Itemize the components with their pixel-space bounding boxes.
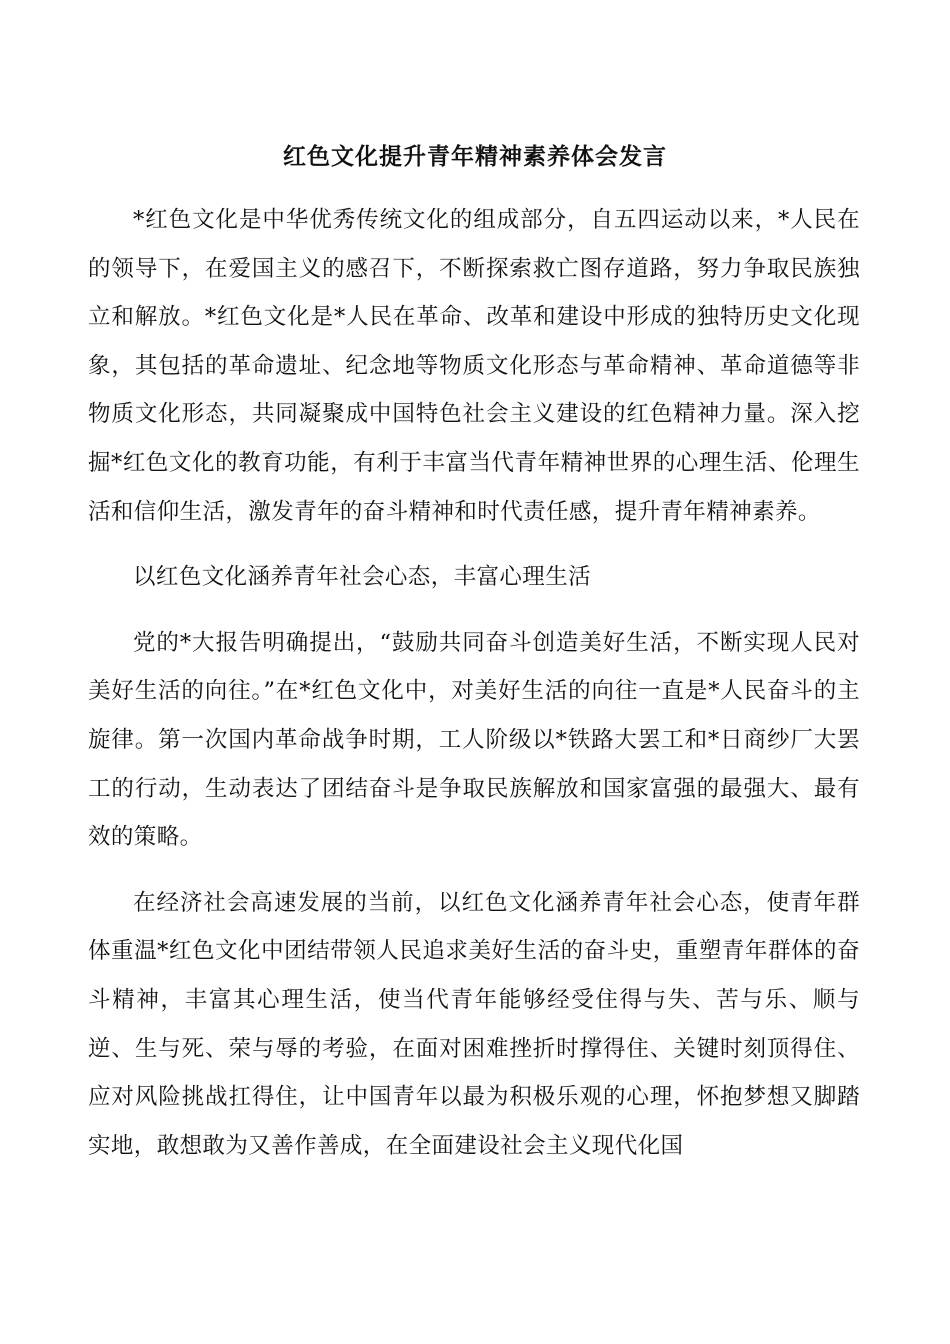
document-title: 红色文化提升青年精神素养体会发言 — [283, 143, 667, 170]
paragraph-report: 党的*大报告明确提出，“鼓励共同奋斗创造美好生活，不断实现人民对美好生活的向往。”在*红色文化中，对美好生活的向往一直是*人民奋斗的主旋律。第一次国内革命战争时期，工人阶级以*铁路大罢工和*日商纱厂大罢工的行动，生动表达了团结奋斗是争取民族解放和国家富强的最强大、最有效的策略。 — [88, 629, 860, 851]
paragraph-gap — [88, 536, 860, 553]
document-body — [88, 196, 860, 1170]
section-heading: 以红色文化涵养青年社会心态，丰富心理生活 — [133, 564, 592, 591]
paragraph-gap — [88, 602, 860, 619]
paragraph-current: 在经济社会高速发展的当前，以红色文化涵养青年社会心态，使青年群体重温*红色文化中团结带领人民追求美好生活的奋斗史，重塑青年群体的奋斗精神，丰富其心理生活，使当代青年能够经受住得与失、苦与乐、顺与逆、生与死、荣与辱的考验，在面对困难挫折时撑得住、关键时刻顶得住、应对风险挑战扛得住，让中国青年以最为积极乐观的心理，怀抱梦想又脚踏实地，敢想敢为又善作善成，在全面建设社会主义现代化国 — [88, 889, 860, 1159]
paragraph-gap — [88, 862, 860, 879]
paragraph-intro: *红色文化是中华优秀传统文化的组成部分，自五四运动以来，*人民在的领导下，在爱国主义的感召下，不断探索救亡图存道路，努力争取民族独立和解放。*红色文化是*人民在革命、改革和建设中形成的独特历史文化现象，其包括的革命遗址、纪念地等物质文化形态与革命精神、革命道德等非物质文化形态，共同凝聚成中国特色社会主义建设的红色精神力量。深入挖掘*红色文化的教育功能，有利于丰富当代青年精神世界的心理生活、伦理生活和信仰生活，激发青年的奋斗精神和时代责任感，提升青年精神素养。 — [88, 207, 860, 525]
